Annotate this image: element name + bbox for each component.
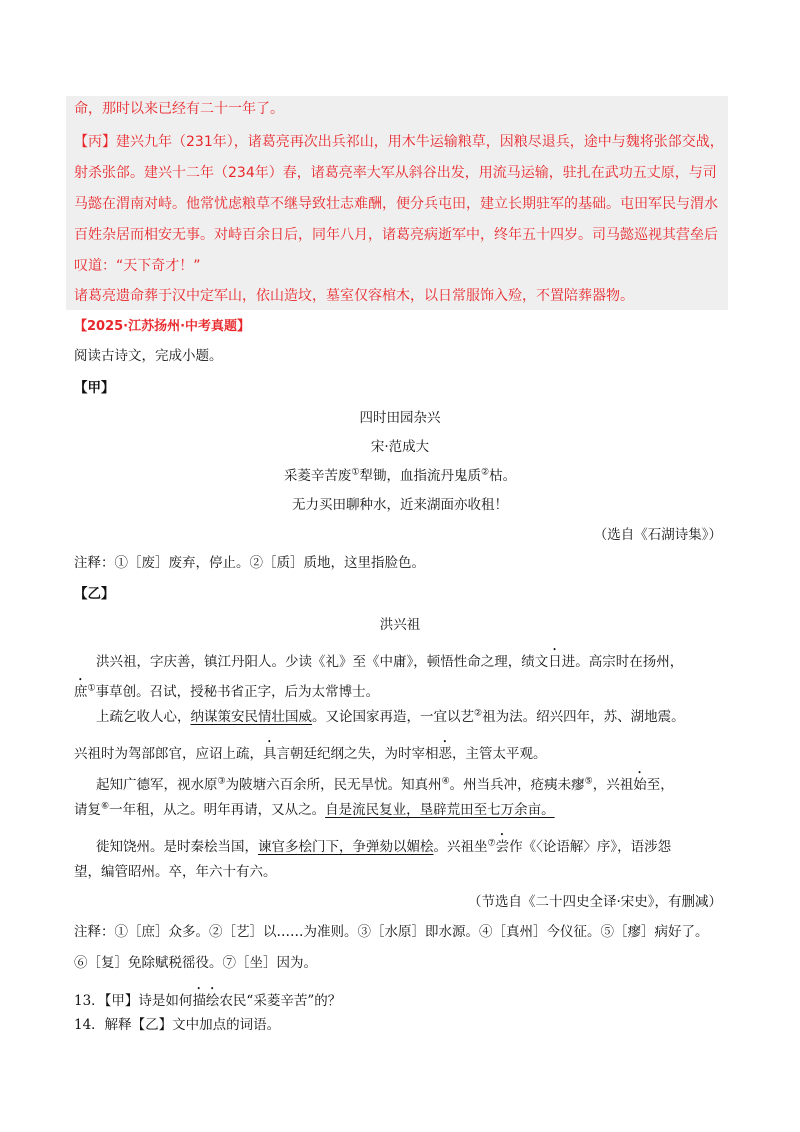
question-14: 14．解释【乙】文中加点的词语。 xyxy=(74,1017,281,1033)
bing-text-line-2: 【丙】建兴九年（231年），诸葛亮再次出兵祁山，用木牛运输粮草，因粮尽退兵，途中与魏将张郃交战， xyxy=(74,134,724,150)
jia-label: 【甲】 xyxy=(74,380,115,396)
underlined-sentence: 纳谋策安民情壮国威 xyxy=(190,709,312,725)
text-span: ，主管太平观。 xyxy=(452,746,547,762)
dotted-word: 庶 xyxy=(74,684,88,700)
verse-part: 采菱辛苦废 xyxy=(283,468,352,484)
yi-notes-line-2: ⑥［复］免除赋税徭役。⑦［坐］因为。 xyxy=(74,955,317,971)
dotted-word: 日 xyxy=(548,654,562,670)
note-marker: ① xyxy=(87,683,96,694)
yi-notes-line-1: 注释：①［庶］众多。②［艺］以……为准则。③［水原］即水源。④［真州］今仪征。⑤［瘳］病好了。 xyxy=(74,924,709,940)
note-marker: ③ xyxy=(217,776,226,787)
prose-line-5 xyxy=(96,769,674,795)
dotted-word: 尝 xyxy=(495,839,510,855)
underlined-sentence: 自是流民复业，垦辟荒田至七万余亩。 xyxy=(325,802,555,818)
poem-source: （选自《石湖诗集》） xyxy=(593,527,722,543)
note-marker: ② xyxy=(474,708,483,719)
text-span: 。州当兵冲，疮痍未瘳 xyxy=(449,777,585,793)
instruction: 阅读古诗文，完成小题。 xyxy=(74,348,223,364)
dotted-word: 描绘 xyxy=(192,993,220,1009)
prose-line-7 xyxy=(96,831,671,857)
text-span: 为陂塘六百余所，民无旱忧。知真州 xyxy=(225,777,442,793)
poem-verse-2: 无力买田聊种水，近来湖面亦收租！ xyxy=(292,497,508,513)
note-marker: ① xyxy=(351,467,360,478)
prose-line-4 xyxy=(74,738,547,764)
text-span: 上疏乞收人心， xyxy=(96,709,191,725)
text-span: 至， xyxy=(646,777,674,793)
yi-label: 【乙】 xyxy=(74,586,115,602)
text-span: 农民“采菱辛苦”的？ xyxy=(219,993,342,1009)
bing-text-line-1: 命，那时以来已经有二十一年了。 xyxy=(74,101,284,117)
exam-source-tag: 【2025·江苏扬州·中考真题】 xyxy=(74,319,251,334)
poem-verse-1 xyxy=(0,466,800,486)
prose-line-3 xyxy=(96,707,685,727)
prose-line-1 xyxy=(96,646,683,672)
underlined-sentence: 谏官多桧门下，争弹劾以媚桧 xyxy=(258,839,434,855)
verse-part: 犁锄，血指流丹鬼质 xyxy=(359,468,481,484)
text-span: 祖为法。绍兴四年，苏、湖地震。 xyxy=(482,709,685,725)
jia-notes: 注释：①［废］废弃，停止。②［质］质地，这里指脸色。 xyxy=(74,555,425,571)
note-marker: ⑦ xyxy=(487,838,496,849)
prose-line-2 xyxy=(74,676,379,702)
text-span: 13．【甲】诗是如何 xyxy=(74,993,193,1009)
text-span: 。兴祖坐 xyxy=(433,839,488,855)
note-marker: ④ xyxy=(441,776,450,787)
bing-text-line-3: 射杀张郃。建兴十二年（234年）春，诸葛亮率大军从斜谷出发，用流马运输，驻扎在武功五丈原，与司 xyxy=(74,165,717,181)
text-span: 一年租，从之。明年再请，又从之。 xyxy=(109,802,326,818)
text-span: 请复 xyxy=(74,802,101,818)
poem-title: 四时田园杂兴 xyxy=(359,410,441,426)
bing-text-line-7: 诸葛亮遗命葬于汉中定军山，依山造坟，墓室仅容棺木，以日常服饰入殓，不置陪葬器物。 xyxy=(74,288,634,304)
text-span: 作《〈论语解〉序》，语涉怨 xyxy=(509,839,672,855)
bing-text-line-6: 叹道：“天下奇才！” xyxy=(74,258,201,274)
prose-line-8: 望，编管昭州。卒，年六十有六。 xyxy=(74,864,277,880)
text-span: 言朝廷纪纲之失，为时宰相 xyxy=(276,746,439,762)
text-span: 起知广德军，视水原 xyxy=(96,777,218,793)
bing-text-line-5: 百姓杂居而相安无事。对峙百余日后，同年八月，诸葛亮病逝军中，终年五十四岁。司马懿巡视其营垒后 xyxy=(74,227,718,243)
text-span: 进。高宗时在扬州， xyxy=(561,654,684,670)
dotted-word: 恶 xyxy=(438,746,452,762)
dotted-word: 具 xyxy=(263,746,277,762)
bing-text-line-4: 马懿在渭南对峙。他常忧虑粮草不继导致壮志难酬，便分兵屯田，建立长期驻军的基础。屯田军民与渭水 xyxy=(74,196,718,212)
note-marker: ② xyxy=(481,467,490,478)
text-span: 徙知饶州。是时秦桧当国， xyxy=(96,839,258,855)
verse-part: 枯。 xyxy=(489,468,517,484)
poem-author: 宋·范成大 xyxy=(370,439,430,455)
prose-source: （节选自《二十四史全译·宋史》，有删减） xyxy=(467,894,722,910)
dotted-word: 始 xyxy=(633,777,647,793)
text-span: 。又论国家再造，一宜以艺 xyxy=(312,709,474,725)
prose-title: 洪兴祖 xyxy=(379,617,421,633)
text-span: 兴祖时为驾部郎官，应诏上疏， xyxy=(74,746,263,762)
prose-line-6 xyxy=(74,800,555,820)
question-13 xyxy=(74,985,341,1011)
text-span: 事草创。召试，授秘书省正字，后为太常博士。 xyxy=(95,684,380,700)
text-span: 洪兴祖，字庆善，镇江丹阳人。少读《礼》至《中庸》，顿悟性命之理，绩文 xyxy=(96,654,549,670)
text-span: ，兴祖 xyxy=(592,777,634,793)
note-marker: ⑤ xyxy=(584,776,593,787)
note-marker: ⑥ xyxy=(101,801,110,812)
